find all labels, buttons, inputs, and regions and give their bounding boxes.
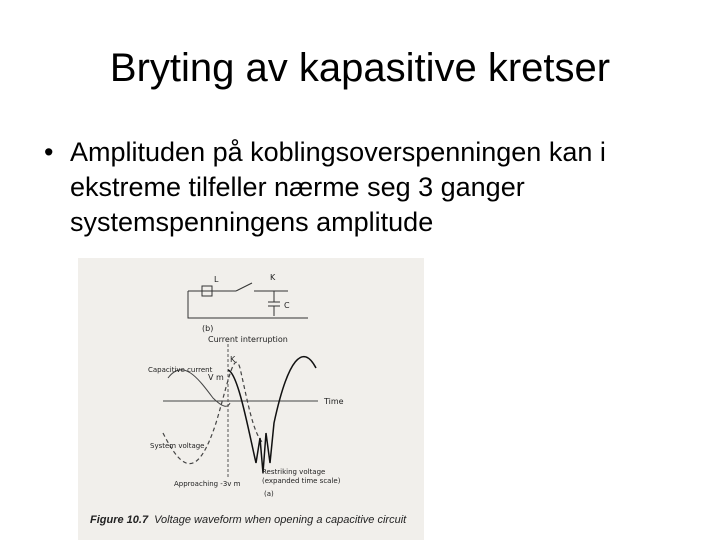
vm-label: V m bbox=[208, 373, 224, 382]
bullet-item bbox=[44, 135, 704, 240]
sub-b-label: (b) bbox=[202, 324, 214, 333]
capacitor-label: C bbox=[284, 301, 290, 310]
sub-a-label: (a) bbox=[264, 490, 274, 498]
k-marker-label: K bbox=[230, 355, 236, 364]
circuit-schematic bbox=[188, 283, 308, 318]
restriking-voltage-label: Restriking voltage bbox=[262, 468, 326, 476]
current-interruption-label: Current interruption bbox=[208, 335, 288, 344]
waveform-figure bbox=[78, 258, 424, 540]
figure-caption-text: Voltage waveform when opening a capacitive circuit bbox=[154, 514, 407, 526]
capacitive-current-label: Capacitive current bbox=[148, 366, 213, 374]
system-voltage-label: System voltage bbox=[150, 442, 205, 450]
bullet-dot-icon: • bbox=[44, 137, 54, 167]
waveform-diagram bbox=[78, 258, 424, 540]
bullet-text: Amplituden på koblingsoverspenningen kan i ekstreme tilfeller nærme seg 3 ganger systemspenningens amplitude bbox=[70, 137, 606, 237]
expanded-time-scale-label: (expanded time scale) bbox=[262, 477, 341, 485]
switch-label: K bbox=[270, 273, 276, 282]
figure-caption bbox=[90, 514, 406, 526]
slide-title: Bryting av kapasitive kretser bbox=[109, 46, 611, 90]
figure-number: Figure 10.7 bbox=[90, 514, 149, 526]
inductor-label: L bbox=[214, 275, 219, 284]
approaching-label: Approaching -3v m bbox=[174, 480, 241, 488]
time-label: Time bbox=[324, 397, 344, 406]
